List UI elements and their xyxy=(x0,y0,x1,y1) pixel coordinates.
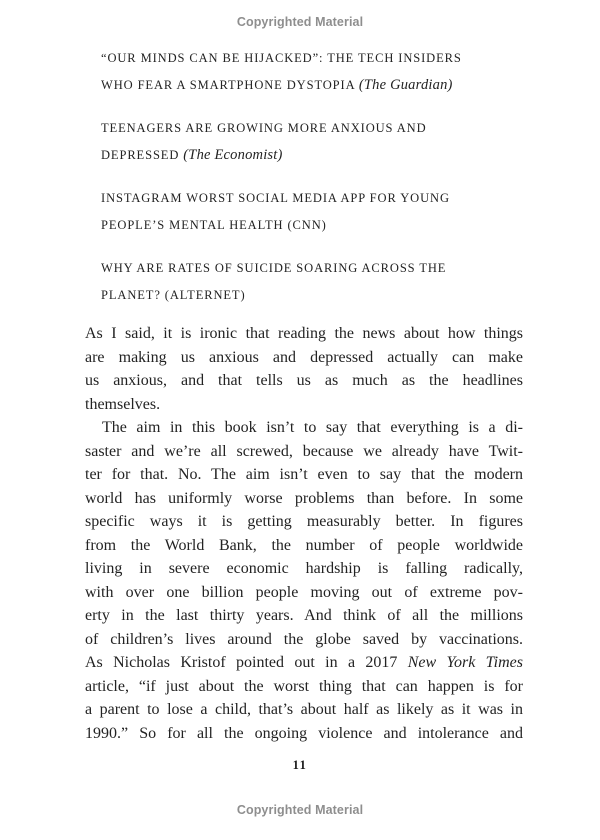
text-line: from the World Bank, the number of people worldwide xyxy=(85,536,523,554)
text-line: As I said, it is ironic that reading the news about how things xyxy=(85,325,523,342)
headline-alternet xyxy=(101,255,561,309)
headline-caps: PLANET? (ALTERNET) xyxy=(101,288,246,302)
headline-line: INSTAGRAM WORST SOCIAL MEDIA APP FOR YOUNG xyxy=(101,191,450,205)
text-line: a parent to lose a child, that’s about half as likely as it was in xyxy=(85,701,523,718)
text-line: saster and we’re all screwed, because we already have Twit- xyxy=(85,442,523,460)
headline-caps: DEPRESSED xyxy=(101,148,184,162)
paragraph-2 xyxy=(85,416,523,745)
publication-name: New York Times xyxy=(407,654,523,671)
text-line: themselves. xyxy=(85,395,161,413)
headline-economist xyxy=(101,115,561,169)
headline-quotes-block xyxy=(101,45,561,325)
text-line: article, “if just about the worst thing that can happen is for xyxy=(85,677,523,695)
headline-cnn xyxy=(101,185,561,239)
headline-guardian xyxy=(101,45,561,99)
headline-line: TEENAGERS ARE GROWING MORE ANXIOUS AND xyxy=(101,121,427,135)
text-line: world has uniformly worse problems than before. In some xyxy=(85,489,523,507)
text-segment: As Nicholas Kristof pointed out in a 2017 xyxy=(85,654,408,671)
body-text-column xyxy=(85,322,523,745)
text-line: of children’s lives around the globe saved by vaccinations. xyxy=(85,630,523,648)
text-line: specific ways it is getting measurably better. In figures xyxy=(85,513,523,530)
text-line: ter for that. No. The aim isn’t even to say that the modern xyxy=(85,466,523,483)
headline-source: (The Guardian) xyxy=(358,77,453,93)
copyright-notice-top: Copyrighted Material xyxy=(236,15,364,29)
text-line: living in severe economic hardship is falling radically, xyxy=(85,560,523,577)
text-line: 1990.” So for all the ongoing violence and intolerance and xyxy=(85,724,523,742)
text-line: erty in the last thirty years. And think of all the millions xyxy=(85,607,523,624)
headline-line: WHY ARE RATES OF SUICIDE SOARING ACROSS THE xyxy=(101,261,447,275)
text-line: The aim in this book isn’t to say that everything is a di- xyxy=(102,419,523,436)
headline-line xyxy=(101,282,561,309)
headline-caps: WHO FEAR A SMARTPHONE DYSTOPIA xyxy=(101,78,359,92)
page-number: 11 xyxy=(292,758,308,772)
text-line-with-citation xyxy=(85,651,523,675)
copyright-notice-bottom: Copyrighted Material xyxy=(236,803,364,817)
headline-caps: PEOPLE’S MENTAL HEALTH (CNN) xyxy=(101,218,327,232)
headline-line xyxy=(101,72,561,99)
text-line: are making us anxious and depressed actually can make xyxy=(85,348,523,366)
headline-line: “OUR MINDS CAN BE HIJACKED”: THE TECH INSIDERS xyxy=(101,51,462,65)
headline-line xyxy=(101,212,561,239)
text-line: with over one billion people moving out of extreme pov- xyxy=(85,583,523,601)
headline-line xyxy=(101,142,561,169)
paragraph-1 xyxy=(85,322,523,416)
text-line: us anxious, and that tells us as much as the headlines xyxy=(85,372,523,389)
headline-source: (The Economist) xyxy=(183,147,283,163)
